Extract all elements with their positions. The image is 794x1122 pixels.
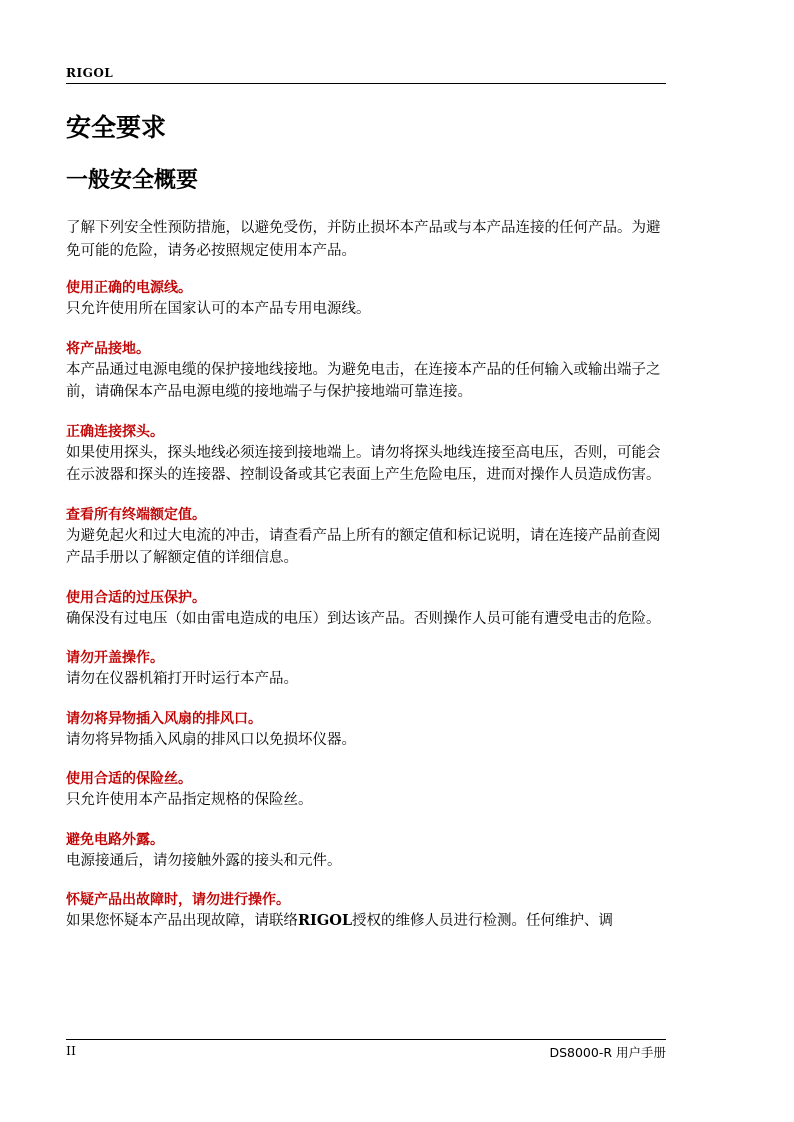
brand-name-inline: RIGOL [298,912,353,929]
safety-rule-probe [66,422,666,487]
rule-title: 查看所有终端额定值。 [66,506,206,523]
rule-body: 请勿将异物插入风扇的排风口以免损坏仪器。 [66,731,356,748]
page-number: II [66,1043,76,1058]
rule-body: 本产品通过电源电缆的保护接地线接地。为避免电击，在连接本产品的任何输入或输出端子之前，请确保本产品电源电缆的接地端子与保护接地端可靠连接。 [66,361,661,400]
safety-rule-cover [66,648,666,691]
rule-title: 将产品接地。 [66,340,150,357]
rule-body: 如果使用探头，探头地线必须连接到接地端上。请勿将探头地线连接至高电压，否则，可能会在示波器和探头的连接器、控制设备或其它表面上产生危险电压，进而对操作人员造成伤害。 [66,444,661,483]
safety-rule-fuse [66,769,666,812]
rule-body: 请勿在仪器机箱打开时运行本产品。 [66,671,298,687]
rule-title: 使用合适的过压保护。 [66,589,206,606]
footer-divider [66,1039,666,1040]
rule-body: 为避免起火和过大电流的冲击，请查看产品上所有的额定值和标记说明，请在连接产品前查阅产品手册以了解额定值的详细信息。 [66,527,661,566]
safety-rule-exposed-circuit [66,830,666,873]
rule-body: 只允许使用本产品指定规格的保险丝。 [66,792,313,808]
page-title: 安全要求 [66,113,167,142]
header-divider [66,83,666,84]
safety-rule-overvoltage [66,588,666,631]
section-title: 一般安全概要 [66,168,199,193]
rule-title: 怀疑产品出故障时，请勿进行操作。 [66,892,290,908]
safety-rule-fan-vent [66,709,666,752]
rule-title: 请勿开盖操作。 [66,650,164,666]
safety-rule-suspected-failure [66,890,666,933]
rule-title: 请勿将异物插入风扇的排风口。 [66,710,262,727]
rule-title: 使用合适的保险丝。 [66,771,192,787]
manual-name: DS8000-R 用户手册 [549,1045,666,1060]
header-brand: RIGOL [66,66,114,80]
rule-title: 正确连接探头。 [66,423,164,440]
intro-paragraph: 了解下列安全性预防措施，以避免受伤，并防止损坏本产品或与本产品连接的任何产品。为避免可能的危险，请务必按照规定使用本产品。 [66,220,661,259]
safety-rule-grounding [66,339,666,404]
safety-rule-power-cord [66,278,666,321]
rule-body: 确保没有过电压（如由雷电造成的电压）到达该产品。否则操作人员可能有遭受电击的危险。 [66,610,661,627]
rule-body-text: 授权的维修人员进行检测。任何维护、调 [352,913,614,929]
safety-rule-ratings [66,505,666,570]
rule-body-text: 如果您怀疑本产品出现故障，请联络 [66,913,298,929]
rule-body: 电源接通后，请勿接触外露的接头和元件。 [66,852,342,869]
rule-title: 使用正确的电源线。 [66,280,192,296]
rule-body [66,910,666,933]
content-body [66,217,666,951]
rule-title: 避免电路外露。 [66,831,164,848]
rule-body: 只允许使用所在国家认可的本产品专用电源线。 [66,301,371,317]
